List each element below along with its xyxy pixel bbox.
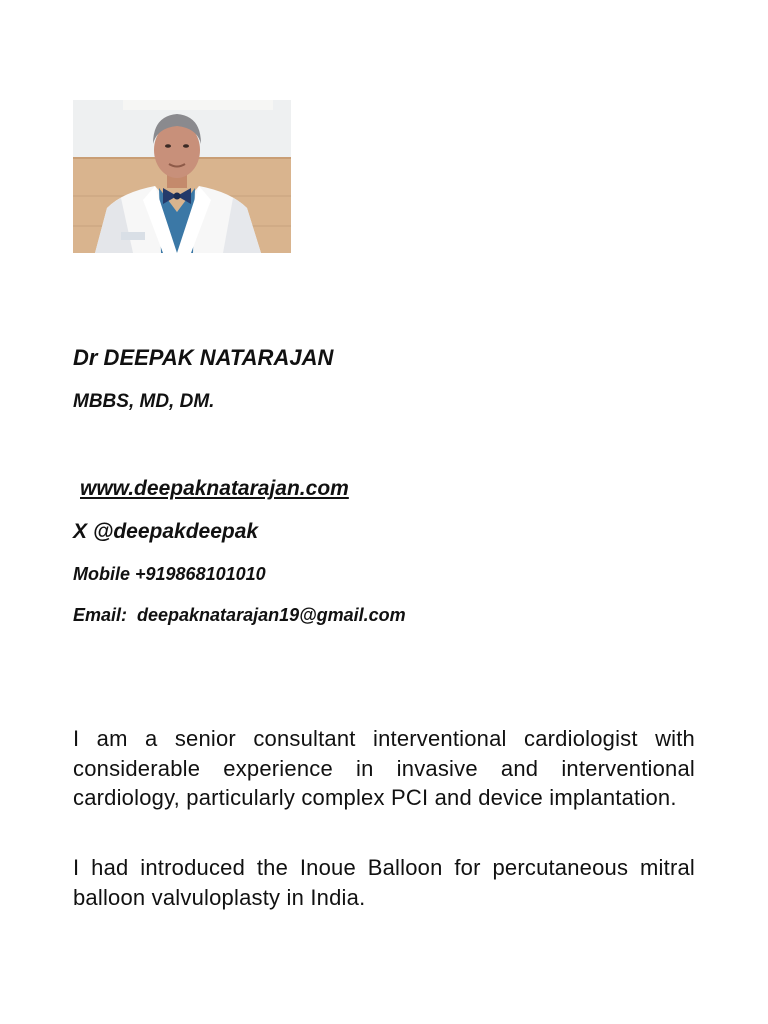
bio-paragraph-2: I had introduced the Inoue Balloon for percutaneous mitral balloon valvuloplasty in India. [73, 855, 695, 910]
bio-paragraph-1: I am a senior consultant interventional cardiologist with considerable experience in invasive and interventional cardiology, particularly complex PCI and device implantation. [73, 726, 695, 810]
mobile-number: Mobile +919868101010 [73, 564, 266, 584]
x-handle: X @deepakdeepak [73, 520, 259, 543]
degrees: MBBS, MD, DM. [73, 391, 215, 412]
website-link[interactable]: www.deepaknatarajan.com [80, 477, 349, 500]
email-address: Email: deepaknatarajan19@gmail.com [73, 605, 406, 625]
doctor-name: Dr DEEPAK NATARAJAN [73, 345, 334, 370]
doctor-photo [73, 100, 291, 253]
